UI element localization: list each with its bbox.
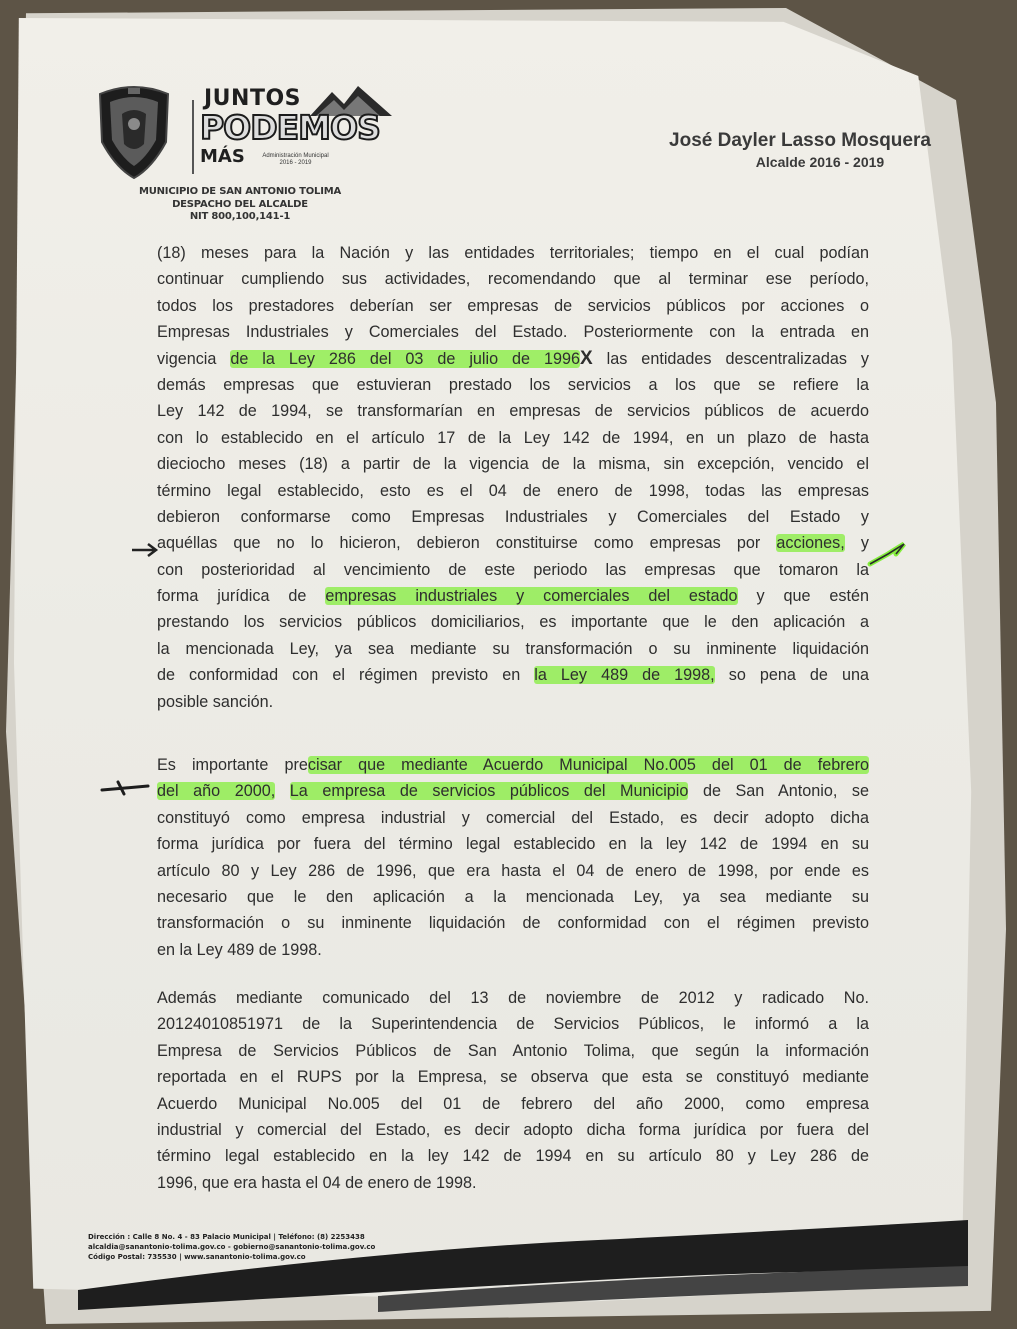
brand-podemos: PODEMOS: [200, 108, 380, 147]
text-segment: Es importante pre: [157, 756, 308, 774]
header-divider: [192, 100, 194, 174]
brand-juntos: JUNTOS: [204, 86, 302, 111]
text-line-highlighted: [157, 530, 869, 556]
footer-contact: [88, 1232, 488, 1262]
pen-arrow-icon: [98, 778, 154, 798]
text-line: demás empresas que estuvieran prestado los servicios a los que se refiere la: [157, 375, 869, 394]
mayor-name: José Dayler Lasso Mosquera: [669, 130, 931, 151]
text-segment: aquéllas que no lo hicieron, debieron constituirse como empresas por: [157, 534, 777, 553]
text-segment: so pena de una: [714, 666, 869, 685]
text-line: industrial y comercial del Estado, es decir adopto dicha forma jurídica por fuera del: [157, 1120, 869, 1139]
text-line: con posterioridad al vencimiento de este periodo las empresas que tomaron la: [157, 560, 869, 579]
text-line: con lo establecido en el artículo 17 de la Ley 142 de 1994, en un plazo de hasta: [157, 428, 869, 447]
text-line-highlighted: [157, 662, 869, 688]
municipality-block: [120, 186, 360, 224]
text-line: necesario que le den aplicación a la mencionada Ley, ya sea mediante su: [157, 887, 869, 906]
text-line-highlighted: [157, 752, 869, 778]
text-line: Empresa de Servicios Públicos de San Antonio Tolima, que según la información: [157, 1041, 869, 1060]
pen-x-mark: X: [580, 347, 593, 369]
paragraph-1: [157, 240, 869, 715]
mayor-block: [640, 130, 960, 170]
text-line: Acuerdo Municipal No.005 del 01 de febrero del año 2000, como empresa: [157, 1094, 869, 1113]
text-line-highlighted: [157, 346, 869, 372]
highlight: cisar que mediante Acuerdo Municipal No.005 del 01 de febrero: [307, 756, 869, 774]
highlight: La empresa de servicios públicos del Municipio: [289, 782, 689, 801]
text-segment: forma jurídica de: [157, 587, 326, 606]
text-line: constituyó como empresa industrial y comercial del Estado, es decir adopto dicha: [157, 808, 869, 827]
text-line: todos los prestadores deberían ser empresas de servicios públicos por acciones o: [157, 296, 869, 315]
highlight: empresas industriales y comerciales del estado: [325, 587, 738, 606]
text-line: (18) meses para la Nación y las entidades territoriales; tiempo en el cual podían: [157, 244, 869, 262]
administration-label: [258, 153, 333, 167]
text-line: posible sanción.: [157, 692, 274, 711]
text-segment: de San Antonio, se: [688, 782, 870, 801]
administration-years: 2016 - 2019: [279, 160, 312, 166]
text-line: transformación o su inminente liquidación de conformidad con el régimen previsto: [157, 914, 869, 933]
text-segment: y: [844, 534, 870, 553]
highlight: acciones,: [776, 534, 845, 553]
text-line: 1996, que era hasta el 04 de enero de 1998.: [157, 1173, 477, 1192]
footer-emails: alcaldia@sanantonio-tolima.gov.co - gobierno@sanantonio-tolima.gov.co: [88, 1243, 376, 1251]
administration-line: Administración Municipal: [262, 153, 329, 159]
text-line: Empresas Industriales y Comerciales del Estado. Posteriormente con la entrada en: [157, 323, 869, 342]
text-line: continuar cumpliendo sus actividades, recomendando que al terminar ese período,: [157, 270, 869, 289]
brand-mas: MÁS: [200, 146, 245, 167]
text-segment: y que estén: [737, 587, 869, 606]
municipal-shield-logo: [92, 84, 176, 180]
text-line: la mencionada Ley, ya sea mediante su transformación o su inminente liquidación: [157, 639, 869, 658]
campaign-logo: [200, 86, 390, 176]
mayor-term: Alcalde 2016 - 2019: [755, 154, 885, 170]
text-segment: vigencia: [157, 349, 231, 368]
pen-scribble-icon: [866, 536, 912, 570]
highlight: la Ley 489 de 1998,: [534, 666, 715, 685]
text-line: Además mediante comunicado del 13 de noviembre de 2012 y radicado No.: [157, 989, 869, 1007]
text-segment: de conformidad con el régimen previsto en: [157, 666, 535, 685]
footer-address: Dirección : Calle 8 No. 4 - 83 Palacio Municipal | Teléfono: (8) 2253438: [88, 1233, 365, 1241]
text-line: artículo 80 y Ley 286 de 1996, que era hasta el 04 de enero de 1998, por ende es: [157, 861, 869, 880]
text-segment: [275, 782, 290, 800]
office-name: DESPACHO DEL ALCALDE: [172, 198, 308, 210]
highlight: de la Ley 286 del 03 de julio de 1996: [230, 349, 581, 368]
nit-number: NIT 800,100,141-1: [189, 211, 291, 222]
text-line: prestando los servicios públicos domiciliarios, es importante que le den aplicación a: [157, 613, 869, 632]
text-line: en la Ley 489 de 1998.: [157, 940, 322, 959]
text-line: Ley 142 de 1994, se transformarían en empresas de servicios públicos de acuerdo: [157, 402, 869, 421]
text-line: reportada en el RUPS por la Empresa, se observa que esta se constituyó mediante: [157, 1068, 869, 1087]
text-line: término legal establecido, esto es el 04 de enero de 1998, todas las empresas: [157, 481, 869, 500]
municipality-name: MUNICIPIO DE SAN ANTONIO TOLIMA: [138, 186, 342, 197]
pen-arrow-icon: [130, 540, 160, 560]
paragraph-2: [157, 752, 869, 963]
footer-postal-web: Código Postal: 735530 | www.sanantonio-tolima.gov.co: [88, 1253, 306, 1261]
text-segment: las entidades descentralizadas y: [592, 349, 869, 368]
text-line-highlighted: [157, 583, 869, 609]
text-line: término legal establecido en la ley 142 de 1994 en su artículo 80 y Ley 286 de: [157, 1147, 869, 1166]
highlight: del año 2000,: [157, 782, 276, 801]
text-line: 20124010851971 de la Superintendencia de Servicios Públicos, le informó a la: [157, 1015, 869, 1034]
text-line: forma jurídica por fuera del término legal establecido en la ley 142 de 1994 en su: [157, 835, 869, 854]
text-line-highlighted: [157, 778, 869, 804]
paragraph-3: [157, 985, 869, 1196]
text-line: debieron conformarse como Empresas Industriales y Comerciales del Estado y: [157, 507, 869, 526]
text-line: dieciocho meses (18) a partir de la vigencia de la misma, sin excepción, vencido el: [157, 455, 869, 474]
